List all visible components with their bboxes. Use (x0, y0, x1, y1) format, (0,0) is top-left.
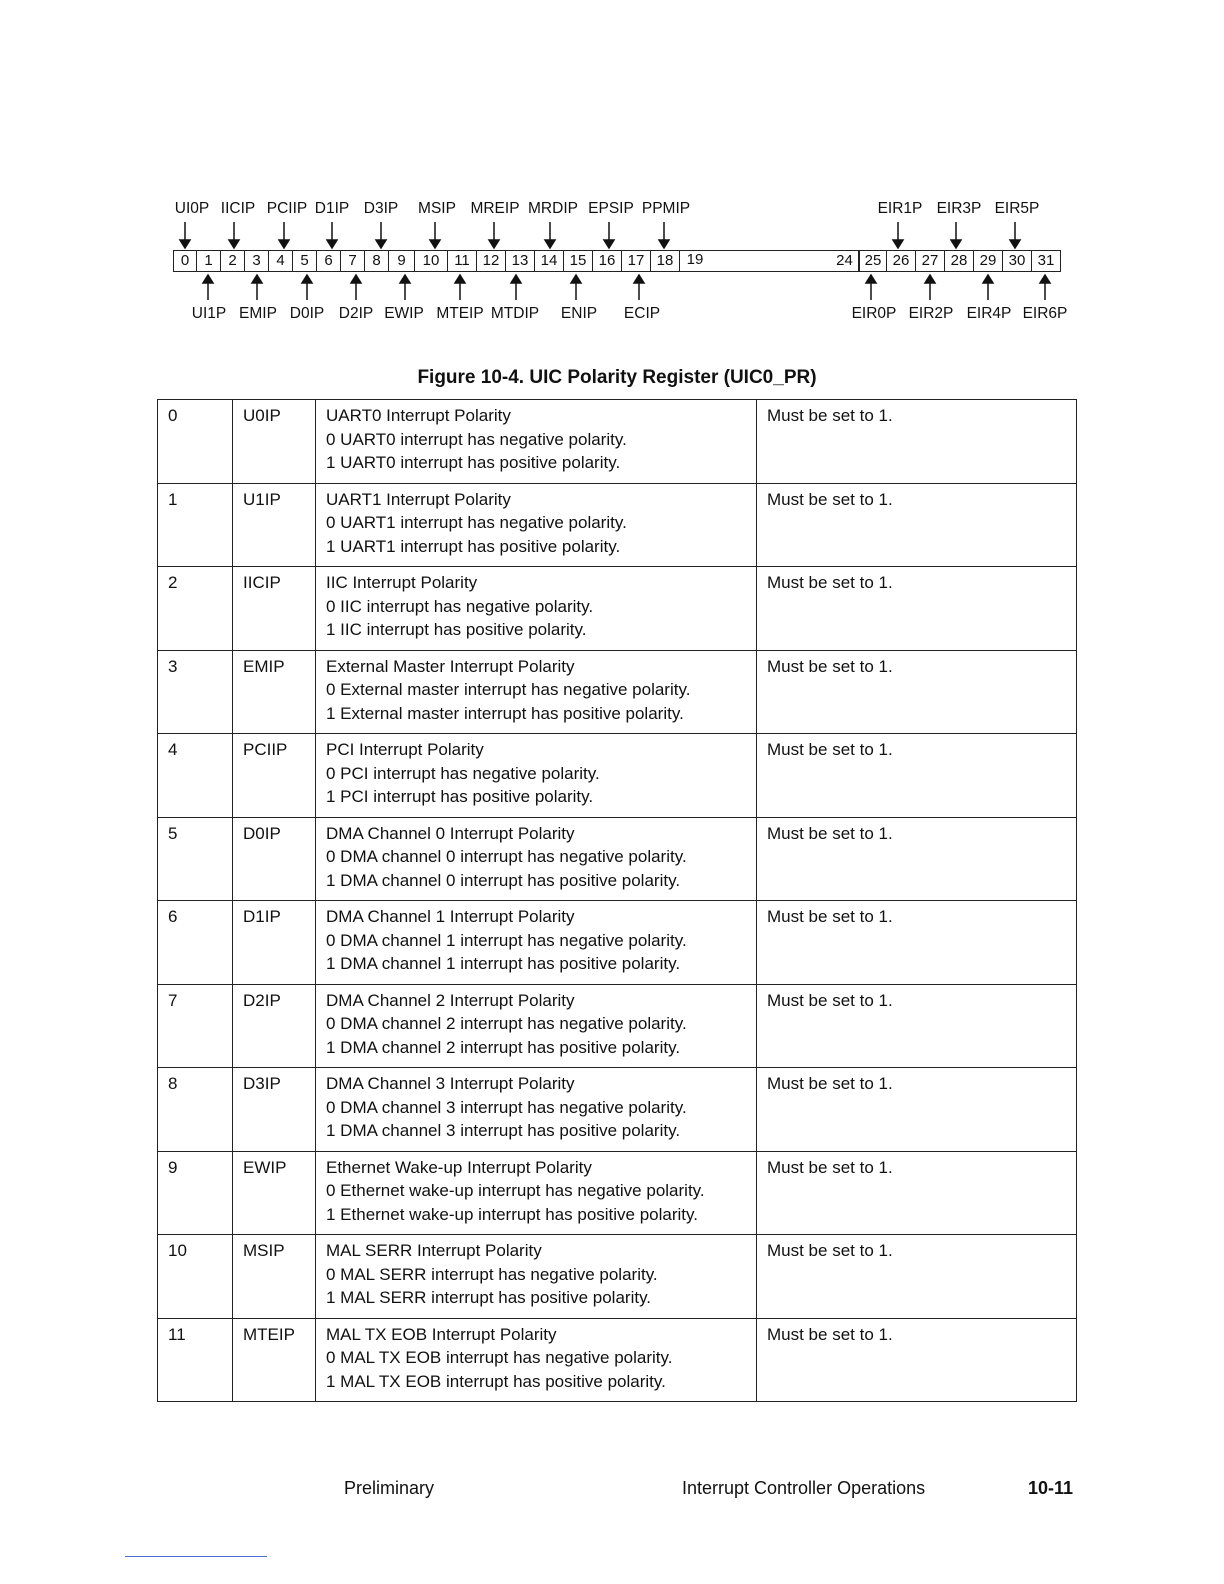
table-row (158, 400, 1077, 484)
note-cell: Must be set to 1. (757, 1318, 1077, 1402)
field-label-top: IICIP (220, 200, 256, 217)
note-cell: Must be set to 1. (757, 567, 1077, 651)
register-field-table (157, 399, 1077, 1402)
field-label-top: MSIP (418, 200, 456, 217)
field-name-cell: EWIP (233, 1151, 316, 1235)
bit-cell: 5 (158, 817, 233, 901)
description-value-1: 1 MAL TX EOB interrupt has positive polarity. (326, 1371, 666, 1391)
bit-cell: 11 (448, 250, 477, 272)
description-value-1: 1 DMA channel 2 interrupt has positive polarity. (326, 1037, 681, 1057)
description-value-0: 0 External master interrupt has negative polarity. (326, 680, 691, 699)
description-value-1: 1 DMA channel 3 interrupt has positive polarity. (326, 1121, 681, 1140)
field-label-top: D1IP (314, 200, 350, 217)
bit-cell: 13 (506, 250, 535, 272)
bit-cell: 6 (317, 250, 341, 272)
field-label-top: EPSIP (588, 200, 634, 217)
description-cell (316, 1235, 757, 1319)
description-value-0: 0 IIC interrupt has negative polarity. (326, 596, 594, 616)
field-label-top: EIR3P (936, 200, 982, 217)
bit-cell: 17 (622, 250, 651, 272)
bit-cell: 12 (477, 250, 506, 272)
description-title: MAL SERR Interrupt Polarity (326, 1241, 542, 1260)
register-bit-diagram (0, 0, 1224, 340)
description-cell (316, 650, 757, 734)
field-label-bottom: EIR0P (851, 305, 897, 322)
description-value-1: 1 DMA channel 0 interrupt has positive polarity. (326, 870, 681, 890)
field-label-bottom: EWIP (384, 305, 424, 322)
bit-cell: 11 (158, 1318, 233, 1402)
field-label-top: D3IP (363, 200, 399, 217)
bit-cell: 8 (365, 250, 389, 272)
table-row (158, 483, 1077, 567)
field-label-bottom: MTDIP (490, 305, 540, 322)
bit-cell: 28 (945, 250, 974, 272)
note-cell: Must be set to 1. (757, 984, 1077, 1068)
description-cell (316, 817, 757, 901)
field-name-cell: MTEIP (233, 1318, 316, 1402)
figure-caption: Figure 10-4. UIC Polarity Register (UIC0_PR) (417, 367, 817, 388)
description-value-1: 1 MAL SERR interrupt has positive polarity. (326, 1288, 652, 1307)
bit-number: 19 (686, 251, 704, 268)
table-row (158, 1235, 1077, 1319)
bit-cell: 5 (293, 250, 317, 272)
bit-cell: 2 (158, 567, 233, 651)
bit-cell: 29 (974, 250, 1003, 272)
field-label-bottom: EMIP (239, 305, 277, 322)
description-value-0: 0 MAL TX EOB interrupt has negative polarity. (326, 1348, 673, 1367)
field-label-bottom: EIR2P (908, 305, 954, 322)
description-cell (316, 400, 757, 484)
bit-cell: 15 (564, 250, 593, 272)
bit-cell: 16 (593, 250, 622, 272)
table-row (158, 650, 1077, 734)
note-cell: Must be set to 1. (757, 483, 1077, 567)
bit-cell: 27 (916, 250, 945, 272)
description-title: DMA Channel 3 Interrupt Polarity (326, 1074, 575, 1093)
note-cell: Must be set to 1. (757, 650, 1077, 734)
field-label-bottom: EIR4P (966, 305, 1012, 322)
down-arrow-icon (180, 222, 1020, 248)
bit-cell: 1 (197, 250, 221, 272)
table-row (158, 567, 1077, 651)
bit-cell: 6 (158, 901, 233, 985)
description-title: DMA Channel 1 Interrupt Polarity (326, 907, 575, 926)
field-name-cell: D1IP (233, 901, 316, 985)
description-title: UART1 Interrupt Polarity (326, 489, 511, 509)
description-cell (316, 1318, 757, 1402)
description-value-0: 0 Ethernet wake-up interrupt has negative polarity. (326, 1181, 705, 1200)
description-cell (316, 1151, 757, 1235)
description-value-0: 0 DMA channel 2 interrupt has negative polarity. (326, 1014, 687, 1033)
field-label-bottom: UI1P (191, 305, 227, 322)
field-label-bottom: D2IP (338, 305, 374, 322)
description-value-1: 1 Ethernet wake-up interrupt has positive polarity. (326, 1204, 698, 1224)
bit-cell: 10 (158, 1235, 233, 1319)
up-arrow-icon (203, 275, 1050, 300)
description-title: External Master Interrupt Polarity (326, 656, 575, 676)
bit-cell: 31 (1032, 250, 1061, 272)
description-cell (316, 984, 757, 1068)
table-row (158, 1151, 1077, 1235)
description-value-0: 0 DMA channel 1 interrupt has negative polarity. (326, 930, 687, 950)
description-cell (316, 1068, 757, 1152)
table-row (158, 1068, 1077, 1152)
bit-cell: 24 (831, 250, 859, 272)
description-value-1: 1 DMA channel 1 interrupt has positive polarity. (326, 954, 681, 973)
field-label-top: EIR1P (877, 200, 923, 217)
description-title: UART0 Interrupt Polarity (326, 406, 511, 425)
description-cell (316, 483, 757, 567)
table-row (158, 901, 1077, 985)
bit-cell: 2 (221, 250, 245, 272)
description-title: IIC Interrupt Polarity (326, 573, 478, 592)
bit-cell: 14 (535, 250, 564, 272)
description-value-1: 1 UART1 interrupt has positive polarity. (326, 536, 621, 556)
field-label-top: UI0P (174, 200, 210, 217)
description-cell (316, 567, 757, 651)
description-title: MAL TX EOB Interrupt Polarity (326, 1324, 557, 1344)
description-value-0: 0 DMA channel 0 interrupt has negative polarity. (326, 847, 687, 866)
field-label-bottom: ECIP (623, 305, 661, 322)
bit-cell: 7 (158, 984, 233, 1068)
field-name-cell: U1IP (233, 483, 316, 567)
note-cell: Must be set to 1. (757, 901, 1077, 985)
note-cell: Must be set to 1. (757, 817, 1077, 901)
table-row (158, 1318, 1077, 1402)
field-name-cell: MSIP (233, 1235, 316, 1319)
description-value-0: 0 UART0 interrupt has negative polarity. (326, 429, 627, 449)
bit-cell: 0 (158, 400, 233, 484)
description-title: DMA Channel 0 Interrupt Polarity (326, 823, 575, 843)
description-title: PCI Interrupt Polarity (326, 740, 484, 759)
table-row (158, 984, 1077, 1068)
description-title: Ethernet Wake-up Interrupt Polarity (326, 1157, 592, 1177)
page-number: 10-11 (1028, 1478, 1074, 1498)
field-name-cell: D0IP (233, 817, 316, 901)
bit-cell: 26 (887, 250, 916, 272)
note-cell: Must be set to 1. (757, 400, 1077, 484)
note-cell: Must be set to 1. (757, 1151, 1077, 1235)
field-label-top: MRDIP (528, 200, 578, 217)
field-label-top: EIR5P (994, 200, 1040, 217)
field-name-cell: IICIP (233, 567, 316, 651)
description-value-0: 0 DMA channel 3 interrupt has negative polarity. (326, 1097, 687, 1117)
field-name-cell: D2IP (233, 984, 316, 1068)
description-value-1: 1 PCI interrupt has positive polarity. (326, 787, 594, 806)
footer-chapter-title: Interrupt Controller Operations (682, 1478, 926, 1498)
bit-cell: 4 (269, 250, 293, 272)
field-label-bottom: MTEIP (436, 305, 484, 322)
bit-cell: 18 (651, 250, 680, 272)
field-label-top: PPMIP (641, 200, 691, 217)
bit-cell: 3 (158, 650, 233, 734)
field-name-cell: U0IP (233, 400, 316, 484)
note-cell: Must be set to 1. (757, 1068, 1077, 1152)
divider (125, 1556, 267, 1557)
field-label-bottom: ENIP (560, 305, 598, 322)
bit-cell: 30 (1003, 250, 1032, 272)
bit-cell: 10 (415, 250, 448, 272)
table-row (158, 817, 1077, 901)
field-label-top: PCIIP (266, 200, 308, 217)
bit-cell: 7 (341, 250, 365, 272)
bit-cell: 9 (158, 1151, 233, 1235)
field-name-cell: D3IP (233, 1068, 316, 1152)
description-value-0: 0 UART1 interrupt has negative polarity. (326, 513, 627, 532)
bit-cell: 1 (158, 483, 233, 567)
description-value-0: 0 MAL SERR interrupt has negative polarity. (326, 1264, 658, 1284)
bit-cell: 0 (173, 250, 197, 272)
description-value-1: 1 IIC interrupt has positive polarity. (326, 620, 587, 639)
field-label-top: MREIP (470, 200, 520, 217)
bit-cell: 8 (158, 1068, 233, 1152)
footer-status: Preliminary (344, 1478, 435, 1498)
bit-cell: 4 (158, 734, 233, 818)
note-cell: Must be set to 1. (757, 1235, 1077, 1319)
field-name-cell: PCIIP (233, 734, 316, 818)
description-cell (316, 901, 757, 985)
description-cell (316, 734, 757, 818)
bit-cell: 25 (859, 250, 887, 272)
bit-cell: 9 (389, 250, 415, 272)
bit-cell: 3 (245, 250, 269, 272)
field-label-bottom: EIR6P (1022, 305, 1068, 322)
description-title: DMA Channel 2 Interrupt Polarity (326, 990, 575, 1010)
field-name-cell: EMIP (233, 650, 316, 734)
field-label-bottom: D0IP (289, 305, 325, 322)
description-value-1: 1 UART0 interrupt has positive polarity. (326, 453, 621, 472)
note-cell: Must be set to 1. (757, 734, 1077, 818)
description-value-0: 0 PCI interrupt has negative polarity. (326, 763, 600, 783)
table-row (158, 734, 1077, 818)
bit-arrows (0, 0, 1224, 340)
description-value-1: 1 External master interrupt has positive polarity. (326, 703, 684, 723)
